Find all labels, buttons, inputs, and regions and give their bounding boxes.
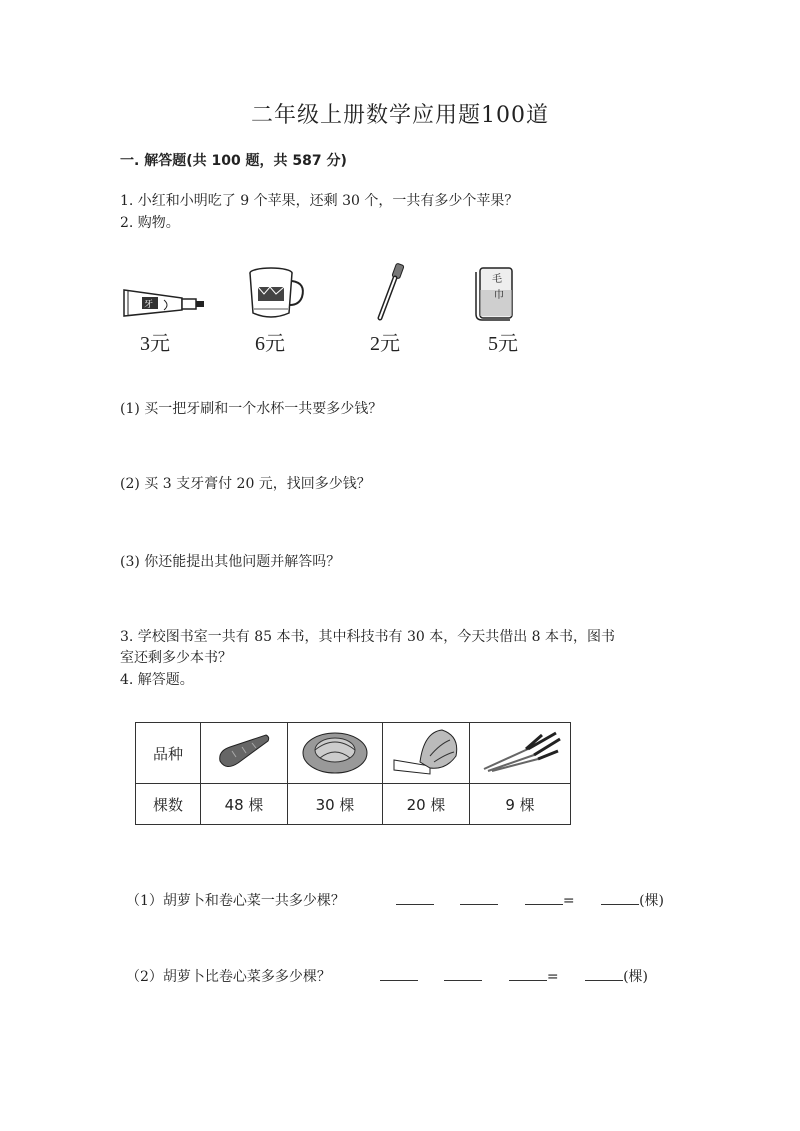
- cup-icon: [244, 265, 306, 320]
- answer-line-2: [380, 966, 648, 986]
- count-scallion: 9 棵: [470, 784, 571, 825]
- question-2-sub-1: (1) 买一把牙刷和一个水杯一共要多少钱？: [120, 401, 383, 417]
- answer-blank[interactable]: [585, 966, 623, 981]
- shop-item-toothpaste: [120, 280, 210, 320]
- svg-text:牙: 牙: [144, 300, 154, 310]
- table-cell-cabbage: [288, 723, 383, 784]
- cabbage-icon: [300, 726, 370, 776]
- towel-label-bottom: 巾: [494, 290, 504, 301]
- answer-blank[interactable]: [601, 890, 639, 905]
- carrot-icon: [214, 731, 274, 771]
- vegetable-table: [135, 722, 571, 825]
- price-towel: 5元: [488, 333, 518, 355]
- unit-label: (棵): [623, 969, 649, 985]
- answer-blank[interactable]: [380, 966, 418, 981]
- question-4: 4. 解答题。: [120, 672, 194, 688]
- table-cell-carrot: [201, 723, 288, 784]
- shop-item-cup: [244, 265, 306, 320]
- toothpaste-icon: [120, 280, 210, 320]
- question-3-line-2: 室还剩多少本书？: [120, 650, 232, 666]
- question-2-sub-3: (3) 你还能提出其他问题并解答吗？: [120, 554, 341, 570]
- price-toothbrush: 2元: [370, 333, 400, 355]
- price-toothpaste: 3元: [140, 333, 170, 355]
- page-title: 二年级上册数学应用题100道: [251, 103, 549, 128]
- table-cell-chinese-cabbage: [383, 723, 470, 784]
- towel-label-top: 毛: [492, 274, 502, 285]
- equals-sign: =: [546, 969, 559, 985]
- question-4-sub-1-text: （1）胡萝卜和卷心菜一共多少棵？: [126, 893, 345, 909]
- question-4-sub-2-text: （2）胡萝卜比卷心菜多多少棵？: [126, 969, 331, 985]
- question-4-sub-1: [126, 890, 345, 910]
- question-4-sub-2: [126, 966, 331, 986]
- answer-blank[interactable]: [509, 966, 547, 981]
- price-cup: 6元: [255, 333, 285, 355]
- question-2-sub-2: (2) 买 3 支牙膏付 20 元，找回多少钱？: [120, 476, 371, 492]
- question-2: 2. 购物。: [120, 215, 180, 231]
- answer-blank[interactable]: [525, 890, 563, 905]
- answer-blank[interactable]: [396, 890, 434, 905]
- answer-blank[interactable]: [460, 890, 498, 905]
- answer-blank[interactable]: [444, 966, 482, 981]
- shop-item-towel: [474, 262, 518, 322]
- equals-sign: =: [562, 893, 575, 909]
- table-cell-scallion: [470, 723, 571, 784]
- shop-item-toothbrush: [370, 262, 410, 322]
- towel-icon: [474, 262, 518, 322]
- section-heading: 一. 解答题(共 100 题，共 587 分): [120, 153, 347, 169]
- answer-line-1: [396, 890, 664, 910]
- unit-label: (棵): [639, 893, 665, 909]
- count-chinese-cabbage: 20 棵: [383, 784, 470, 825]
- scallion-icon: [478, 729, 562, 773]
- toothbrush-icon: [370, 262, 410, 322]
- chinese-cabbage-icon: [390, 726, 462, 776]
- table-header-variety: 品种: [136, 723, 201, 784]
- count-cabbage: 30 棵: [288, 784, 383, 825]
- question-3-line-1: 3. 学校图书室一共有 85 本书，其中科技书有 30 本，今天共借出 8 本书，图书: [120, 629, 616, 645]
- table-header-count: 棵数: [136, 784, 201, 825]
- count-carrot: 48 棵: [201, 784, 288, 825]
- question-1: 1. 小红和小明吃了 9 个苹果，还剩 30 个，一共有多少个苹果？: [120, 193, 519, 209]
